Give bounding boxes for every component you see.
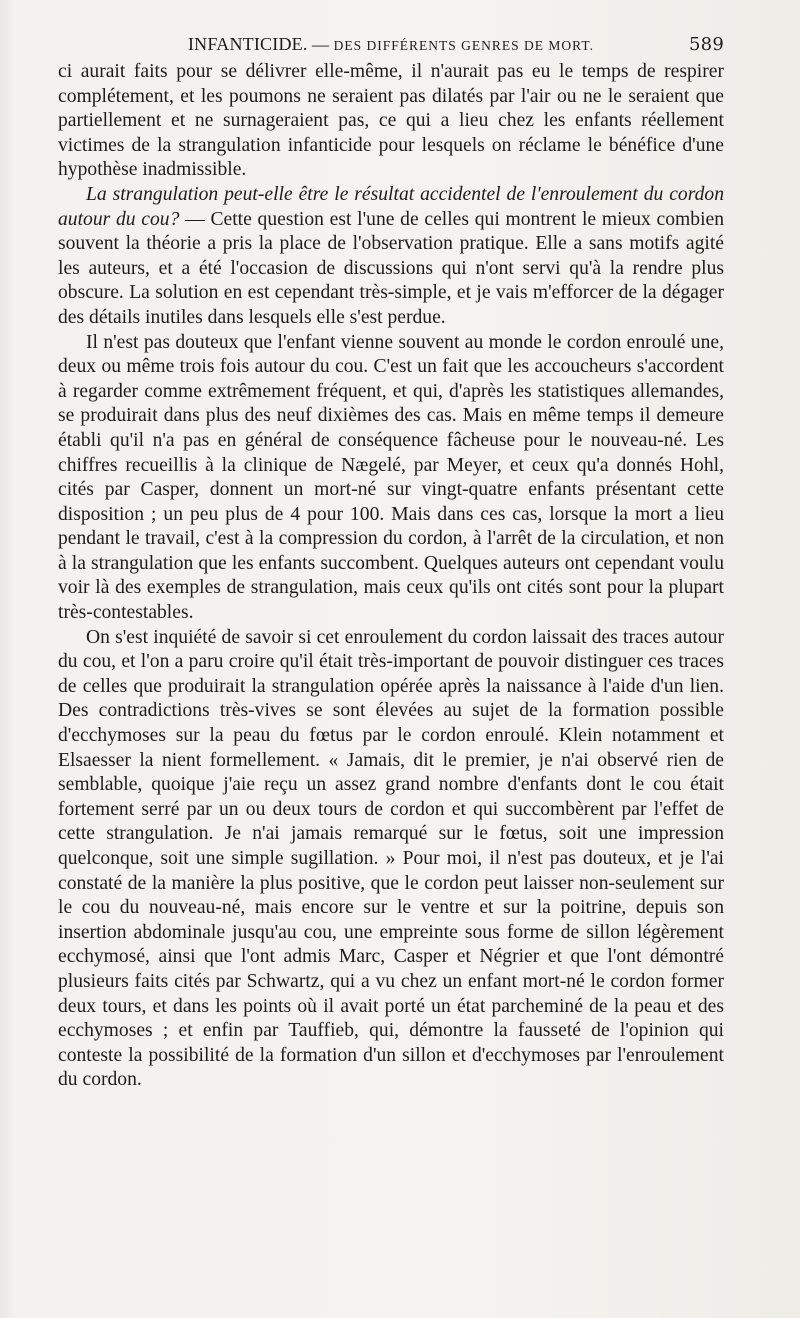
running-head — [58, 30, 724, 60]
paragraph-traces — [58, 626, 724, 1093]
paragraph-text: ci aurait faits pour se délivrer elle-même, il n'aurait pas eu le temps de respirer complétement, et les poumons ne seraient pas dilatés par l'air ou ne le seraient que partiellement et ne surnageraient pas, ce qui a lieu chez les enfants réellement victimes de la strangulation infanticide pour lesquels on réclame le bénéfice d'une hypothèse inadmissible. — [58, 61, 724, 181]
paragraph-text: — Cette question est l'une de celles qui montrent le mieux combien souvent la théorie a pris la place de l'observation pratique. Elle a sans motifs agité les auteurs, et a été l'occasion de discussions qui n'ont servi qu'à la rendre plus obscure. La solution en est cependant très-simple, et je vais m'efforcer de la dégager des détails inutiles dans lesquels elle s'est perdue. — [58, 208, 725, 328]
paragraph-continuation — [58, 60, 724, 183]
paragraph-text: On s'est inquiété de savoir si cet enroulement du cordon laissait des traces autour du cou, et l'on a paru croire qu'il était très-important de pouvoir distinguer ces traces de celles que produirait la strangulation opérée après la naissance à l'aide d'un lien. Des contradictions très-vives se sont élevées au sujet de la formation possible d'ecchymoses sur la peau du fœtus par le cordon enroulé. Klein notamment et Elsaesser la nient formellement. « Jamais, dit le premier, je n'ai observé rien de semblable, quoique j'aie reçu un assez grand nombre d'enfants dont le cou était fortement serré par un ou deux tours de cordon et qui succombèrent par l'effet de cette strangulation. Je n'ai jamais remarqué sur le fœtus, soit une impression quelconque, soit une simple sugillation. » Pour moi, il n'est pas douteux, et je l'ai constaté de la manière la plus positive, que le cordon peut laisser non-seulement sur le cou du nouveau-né, mais encore sur le ventre et sur la poitrine, depuis son insertion abdominale jusqu'au cou, une empreinte sous forme de sillon légèrement ecchymosé, ainsi que l'ont admis Marc, Casper et Négrier et que l'ont démontré plusieurs faits cités par Schwartz, qui a vu chez un enfant mort-né le cordon former deux tours, et dans les points où il avait porté un état parcheminé de la peau et des ecchymoses ; et enfin par Tauffieb, qui, démontre la fausseté de l'opinion qui conteste la possibilité de la formation d'un sillon et d'ecchymoses par l'enroulement du cordon. — [58, 626, 724, 1091]
body-text — [58, 60, 724, 1093]
running-head-chapter: INFANTICIDE. — [187, 34, 308, 54]
running-head-section: DES DIFFÉRENTS GENRES DE MORT. — [333, 38, 594, 53]
paragraph-statistics — [58, 331, 724, 626]
paragraph-question — [58, 183, 724, 331]
running-head-title — [58, 34, 724, 55]
paragraph-text: Il n'est pas douteux que l'enfant vienne souvent au monde le cordon enroulé une, deux ou même trois fois autour du cou. C'est un fait que les accoucheurs s'accordent à regarder comme extrêmement fréquent, et qui, d'après les statistiques allemandes, se produirait dans plus des neuf dixièmes des cas. Mais en même temps il demeure établi qu'il n'a pas en général de conséquence fâcheuse pour le nouveau-né. Les chiffres recueillis à la clinique de Nægelé, par Meyer, et ceux qu'a donnés Hohl, cités par Casper, donnent un mort-né sur vingt-quatre enfants présentant cette disposition ; un peu plus de 4 pour 100. Mais dans ces cas, lorsque la mort a lieu pendant le travail, c'est à la compression du cordon, à l'arrêt de la circulation, et non à la strangulation que les enfants succombent. Quelques auteurs ont cependant voulu voir là des exemples de strangulation, mais ceux qu'ils ont cités sont pour la plupart très-contestables. — [58, 331, 724, 624]
page-number: 589 — [689, 34, 724, 55]
paragraph-italic-question: La strangulation peut-elle être le résultat accidentel de l'enroulement du cordon autour du cou? — [58, 183, 724, 230]
running-head-dash: — — [307, 35, 334, 54]
